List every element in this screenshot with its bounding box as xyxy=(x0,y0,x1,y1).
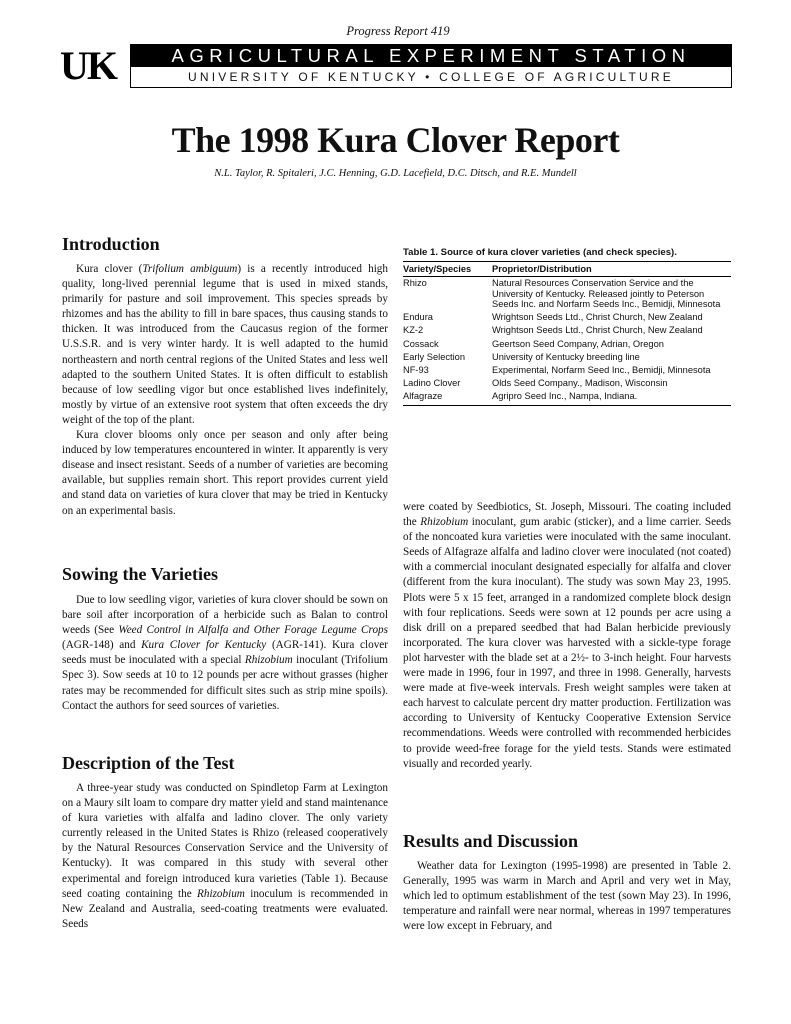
page-title: The 1998 Kura Clover Report xyxy=(171,120,620,160)
description-continued-paragraph: were coated by Seedbiotics, St. Joseph, Missouri. The coating included the Rhizobium inoculant, gum arabic (sticker), and a lime carrier. Seeds of the noncoated kura varieties were inoculated with the same inoculant. Seeds of Alfagraze alfalfa and ladino clover were inoculated (not coated) with a commercial inoculant designated especially for alfalfa and clover (different from the kura inoculant). The study was sown May 23, 1995. Plots were 5 x 15 feet, arranged in a randomized complete block design with four replications. Seeds were sown at 12 pounds per acre using a disk drill on a prepared seedbed that had Balan herbicide previously incorporated. The kura clover was harvested with a sickle-type forage plot harvester with the blade set at a 2½- to 3-inch height. Four harvests were made in 1996, four in 1997, and three in 1998. Generally, harvests were made at five-week intervals. Fresh weight samples were taken at each harvest to calculate percent dry matter production. Fertilization was according to University of Kentucky Cooperative Extension Service recommendations. Weeds were controlled with recommended herbicides to provide weed-free forage for the yield tests. Stands were estimated visually and recorded yearly. xyxy=(403,501,731,770)
table-header-variety: Variety/Species xyxy=(403,264,472,274)
table-row xyxy=(403,277,731,311)
results-heading: Results and Discussion xyxy=(403,831,579,851)
introduction-heading: Introduction xyxy=(62,234,160,254)
table-cell-proprietor: Agripro Seed Inc., Nampa, Indiana. xyxy=(492,390,638,401)
table-cell-variety: Early Selection xyxy=(403,351,466,362)
table-row xyxy=(403,324,731,337)
table-cell-proprietor: Wrightson Seeds Ltd., Christ Church, New Zealand xyxy=(492,312,703,323)
table-header-proprietor: Proprietor/Distribution xyxy=(492,264,592,274)
table-cell-variety: Alfagraze xyxy=(403,390,443,401)
introduction-paragraph-2: Kura clover blooms only once per season and only after being induced by low temperatures encountered in winter. It apparently is very disease and insect resistant. Seeds of a number of varieties are becoming available, but supplies remain short. This report provides current yield and stand data on varieties of kura clover that may be tried in Kentucky on an experimental basis. xyxy=(62,429,388,517)
table-cell-proprietor: Olds Seed Company., Madison, Wisconsin xyxy=(492,377,668,388)
sowing-paragraph: Due to low seedling vigor, varieties of kura clover should be sown on bare soil after incorporation of a herbicide such as Balan to control weeds (See Weed Control in Alfalfa and Other Forage Legume Crops (AGR-148) and Kura Clover for Kentucky (AGR-141). Kura clover seeds must be inoculated with a special Rhizobium inoculant (Trifolium Spec 3). Sow seeds at 10 to 12 pounds per acre without grasses (higher rates may be recommended for difficult sites such as strip mine spoils). Contact the authors for seed sources of varieties. xyxy=(62,594,388,712)
description-paragraph: A three-year study was conducted on Spindletop Farm at Lexington on a Maury silt loam to compare dry matter yield and stand maintenance of kura varieties with alfalfa and ladino clover. The only variety currently released in the United States is Rhizo (released cooperatively by the Natural Resources Conservation Service and the University of Kentucky). It was compared in this study with several other experimental and foreign introduced kura varieties (Table 1). Because seed coating containing the Rhizobium inoculum is recommended in New Zealand and Australia, seed-coating treatments were evaluated. Seeds xyxy=(62,782,389,930)
table-cell-variety: Ladino Clover xyxy=(403,377,461,388)
table-caption: Table 1. Source of kura clover varieties (and check species). xyxy=(403,247,677,258)
table-cell-proprietor: Geertson Seed Company, Adrian, Oregon xyxy=(492,338,664,349)
table-1 xyxy=(403,247,731,406)
table-cell-variety: KZ-2 xyxy=(403,325,424,336)
table-row xyxy=(403,363,731,376)
table-cell-variety: NF-93 xyxy=(403,364,429,375)
description-body xyxy=(62,781,388,932)
table-cell-proprietor: Experimental, Norfarm Seed Inc., Bemidji, Minnesota xyxy=(492,364,711,375)
table-row xyxy=(403,311,731,324)
table-cell-proprietor: Wrightson Seeds Ltd., Christ Church, New Zealand xyxy=(492,325,703,336)
table-cell-variety: Cossack xyxy=(403,338,439,349)
table-row xyxy=(403,337,731,350)
table-row xyxy=(403,350,731,363)
report-number: Progress Report 419 xyxy=(346,24,450,38)
station-banner xyxy=(130,44,732,88)
introduction-paragraph-1: Kura clover (Trifolium ambiguum) is a recently introduced high quality, long-lived perennial legume that is used in mixed stands, primarily for pasture and soil improvement. This species spreads by rhizomes and has the ability to fill in bare spaces, thus causing stands to thicken. It was introduced from the Caucasus region of the former U.S.S.R. and is very winter hardy. It is well adapted to the humid northeastern and north central regions of the United States and less well adapted to the southern United States. It is often difficult to establish because of low seedling vigor but once established lives indefinitely, mostly by virtue of an extensive root system that often exceeds the dry weight of the top of the plant. xyxy=(62,263,388,426)
table-cell-variety: Rhizo xyxy=(403,278,427,289)
description-continued xyxy=(403,500,731,772)
table-header-row xyxy=(403,261,731,277)
affiliation: UNIVERSITY OF KENTUCKY • COLLEGE OF AGRICULTURE xyxy=(187,70,674,84)
table-row xyxy=(403,377,731,390)
table-cell-variety: Endura xyxy=(403,312,433,323)
table-cell-proprietor: University of Kentucky breeding line xyxy=(492,351,640,362)
table-row xyxy=(403,390,731,403)
table-bottom-rule xyxy=(403,405,731,406)
uk-logo: UK xyxy=(60,43,116,88)
results-paragraph: Weather data for Lexington (1995-1998) are presented in Table 2. Generally, 1995 was warm in March and April and very wet in May, which led to optimum establishment of the test (sown May 23). In 1996, temperature and rainfall were near normal, whereas in 1997 temperatures were low except in February, and xyxy=(403,860,732,933)
table-cell-proprietor: Natural Resources Conservation Service and the University of Kentucky. Released jointly to Peterson Seeds Inc. and Norfarm Seeds Inc., Bemidji, Minnesota xyxy=(492,278,721,310)
sowing-heading: Sowing the Varieties xyxy=(62,564,219,584)
station-name: AGRICULTURAL EXPERIMENT STATION xyxy=(131,45,731,67)
introduction-body xyxy=(62,262,388,519)
results-body xyxy=(403,859,731,934)
description-heading: Description of the Test xyxy=(62,753,235,773)
sowing-body xyxy=(62,593,388,714)
authors: N.L. Taylor, R. Spitaleri, J.C. Henning, G.D. Lacefield, D.C. Ditsch, and R.E. Mundell xyxy=(214,168,577,179)
